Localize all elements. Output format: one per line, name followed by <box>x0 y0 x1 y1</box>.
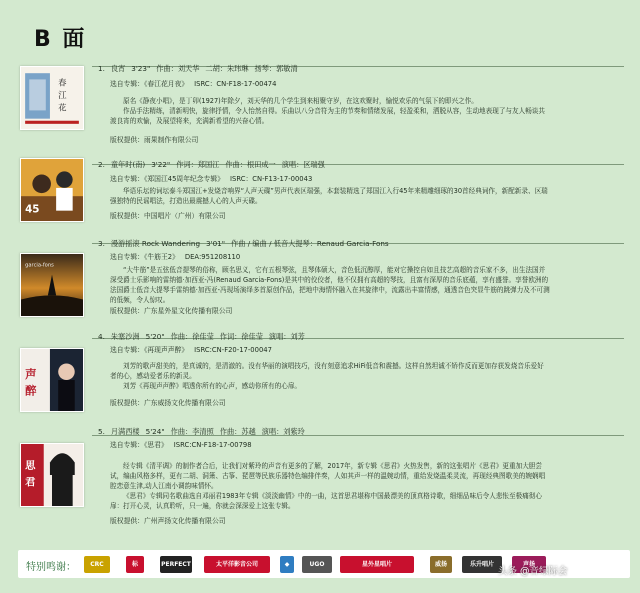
album-cover-zhengguojiang <box>20 158 84 222</box>
svg-text:春: 春 <box>58 77 67 88</box>
logo-crc: CRC <box>84 556 110 573</box>
svg-text:声: 声 <box>25 366 37 381</box>
track-4 <box>18 330 630 410</box>
album-info: 选自专辑：《春江花月夜》 ISRC：CN-F18-17-00474 <box>110 80 277 88</box>
logo-yueshengchangpian: 乐升唱片 <box>462 556 502 573</box>
album-cover-zaixian <box>20 348 84 412</box>
album-info: 选自专辑：《郑国江45周年纪念专辑》 ISRC：CN-F13-17-00043 <box>110 175 313 183</box>
svg-text:醉: 醉 <box>25 383 37 398</box>
track-description: 原名《静夜小唱》，是丁卯(1927)年除夕，刘天华的几个学生到来相聚守岁，在这欢聚时，愉悦欢乐的气氛下的即兴之作。 作品手法精练，清新明快，旋律抒情，令人怡然自得。乐曲以八分音符为主的节奏和情绪发展，轻盈柔和，洒脱从容，生动地表现了与友人畅谈共渡良宵的欢愉，及展望将来，充满新希望的兴奋心情。 <box>110 97 545 125</box>
side-title: B 面 <box>34 27 87 52</box>
svg-text:花: 花 <box>58 102 67 113</box>
thanks-label: 特别鸣谢： <box>26 562 76 573</box>
track-description: 华语乐坛的词坛泰斗郑国江+发烧音响界“人声天碟”男声代表区瑞强，本套装精选了郑国江入行45年来精雕细琢的30首经典词作，新配新录、区瑞强独特的民谣唱法，打造出最震撼人心的人声天碟。 <box>110 187 548 205</box>
logo-shengyang: 声扬 <box>512 556 546 573</box>
license-text: 版权提供：广州声扬文化传播有限公司 <box>110 517 226 525</box>
album-cover-niujinwang <box>20 253 84 317</box>
svg-text:江: 江 <box>58 90 67 100</box>
logo-ugo: UGO <box>302 556 332 573</box>
track-2 <box>18 156 630 228</box>
logo-perfect: PERFECT <box>160 556 192 573</box>
track-heading: 5. 月满西楼 5'24" 作曲：李清照 作曲：苏越 演唱：刘紫玲 <box>98 427 305 436</box>
track-description: 刘芳的歌声甜美的，是真诚的，是清澈的。没有华丽的演唱技巧，没有刻意追求HiFi低音和震撼。这样自然坦诚不矫作反而更加存获发烧音乐爱好者的心，感动爱者乐的新灵。 刘芳《再现声声醉》唱透你所有的心声，感动你所有的心扉。 <box>110 362 544 390</box>
track-description: “大牛筋”是五弦低音提琴的俗称，顾名思义，它有五根琴弦，且琴体硕大，音色低沉醇厚，能对它操控自如且技艺高超的音乐家不多，出生法国并深受爵士乐影响的雷纳德·加西亚-冯(Renaud Garcia-Fons)是其中的佼佼者，他不仅拥有高超的琴技，且富有深厚的音乐底蕴，享有盛誉。享誉欧洲的法国爵士低音大提琴手雷纳德·加西亚-冯现场演绎多首原创作品，把地中海情怀融入在其旋律中，流露出丰富情感，通透音色突显牛筋的跳弹力及不可测的低频，令人惊叹。 <box>110 266 550 304</box>
track-1 <box>18 58 630 150</box>
logo-taipingyang: 太平洋影音公司 <box>204 556 270 573</box>
logo-xingwaixing: 星外星唱片 <box>340 556 414 573</box>
logo-label-red: 标 <box>126 556 144 573</box>
license-text: 版权提供：广东星外星文化传播有限公司 <box>110 307 233 315</box>
svg-text:君: 君 <box>25 476 36 489</box>
album-info: 选自专辑：《牛筋王2》 DEA:951208110 <box>110 253 241 261</box>
logo-weiyang: 威扬 <box>430 556 452 573</box>
album-info: 选自专辑：《再现声声醉》 ISRC:CN-F20-17-00047 <box>110 346 272 354</box>
svg-text:45: 45 <box>25 203 40 216</box>
license-text: 版权提供：广东威扬文化传播有限公司 <box>110 399 226 407</box>
track-heading: 2. 童年时(南) 3'22" 作词：郑国江 作曲：根田成一 演唱：区瑞强 <box>98 160 325 169</box>
album-cover-chunjiang <box>20 66 84 130</box>
watermark: 头条 @音绿际会 <box>498 566 568 577</box>
track-heading: 3. 漫游摇滚 Rock Wandering 3'01" 作曲 / 编曲 / 低音大提琴：Renaud Garcia-Fons <box>98 239 389 248</box>
svg-text:garcia-fons: garcia-fons <box>25 262 54 269</box>
logo-blue-mark: ◆ <box>280 556 294 573</box>
license-text: 版权提供：中国唱片（广州）有限公司 <box>110 212 226 220</box>
track-description: 经专辑《清平调》的制作者合后，让我们对紫玲的声音有更多的了解，2017年，新专辑《思君》火热发售，新的这张唱片《思君》更重加大胆尝试，编曲风格多样，更有二胡、洞箫、古筝、琵琶等民族乐器特色编排伴奏，人如其声一样的温婉动情，重给发烧温柔灵流，再现经典图歌美的婉娴唱腔恋意生津,动人江南小调韵味情怀。 《思君》专辑同名歌曲选自邓丽君1983年专辑《淡淡幽情》中的一曲，这首思君堪称中国最漂美的顶真格诗歌，细细品味后令人悲怅至极痛彻心扉：打开心灵，认真聆听，只一遍，你就会深深爱上这张专辑。 <box>110 462 546 510</box>
track-3 <box>18 235 630 317</box>
track-heading: 4. 朱塞沙洲 5'20" 作曲：徐佳莹 作词：徐佳莹 演唱：刘芳 <box>98 332 305 341</box>
license-text: 版权提供：雨果制作有限公司 <box>110 136 199 144</box>
album-cover-sijun <box>20 443 84 507</box>
track-5 <box>18 427 630 527</box>
svg-text:思: 思 <box>25 459 36 472</box>
album-info: 选自专辑：《思君》 ISRC:CN-F18-17-00798 <box>110 441 252 449</box>
track-heading: 1. 良宵 3'23" 作曲：刘天华 二胡：朱玮琳 扬琴：郭敏清 <box>98 64 298 73</box>
